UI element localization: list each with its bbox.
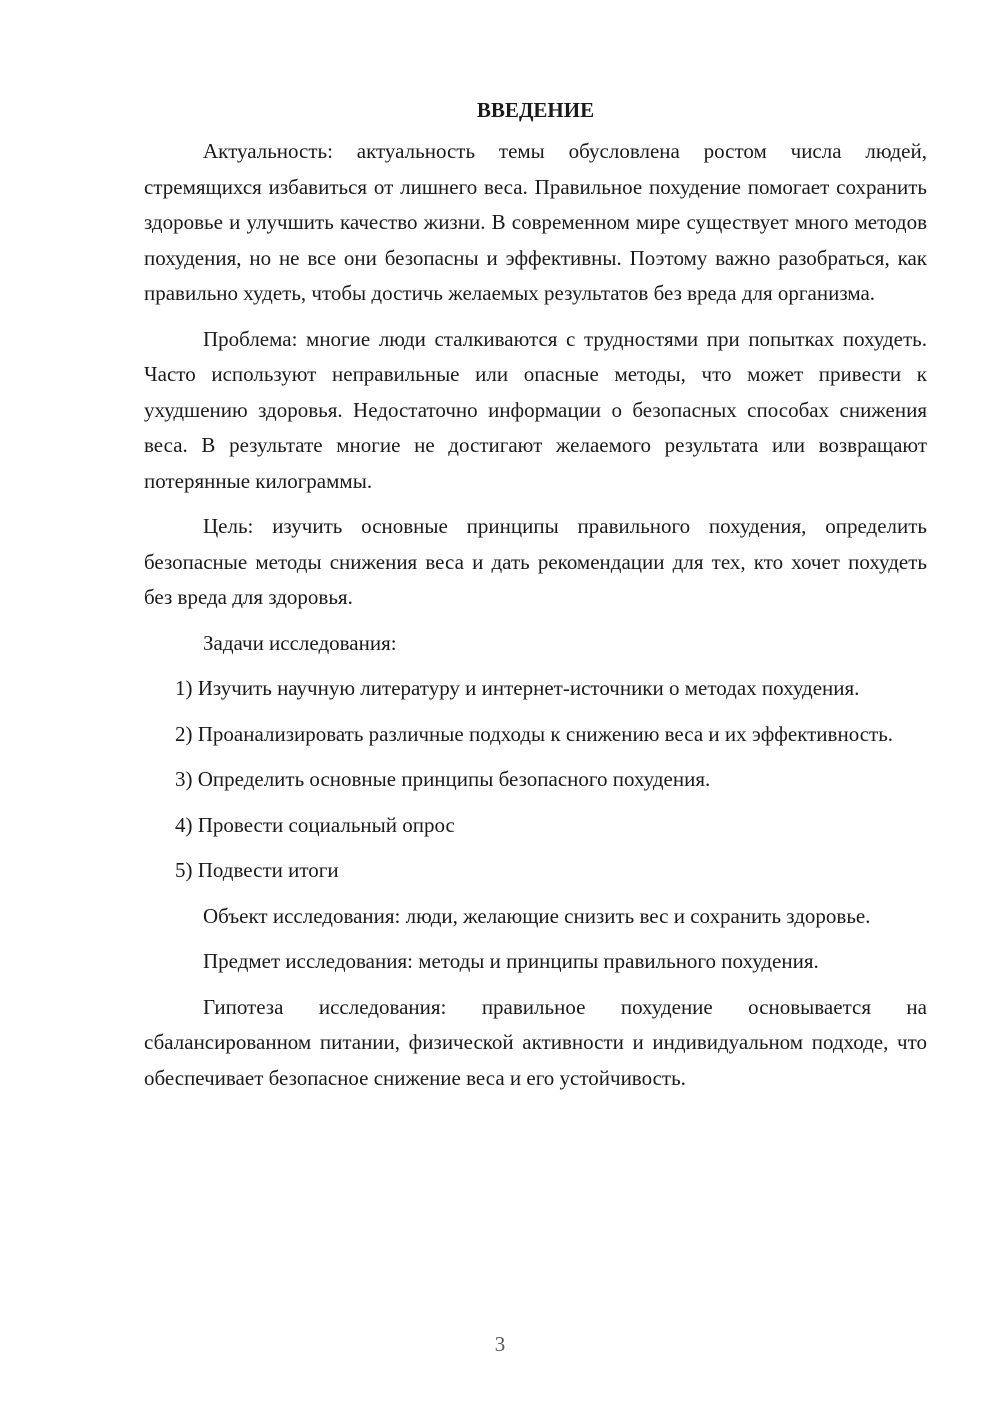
goal-paragraph: Цель: изучить основные принципы правильного похудения, определить безопасные методы снижения веса и дать рекомендации для тех, кто хочет похудеть без вреда для здоровья. [144,514,927,609]
task-item: 5) Подвести итоги [175,858,339,882]
document-page [144,92,927,1106]
tasks-list [144,671,927,889]
hypothesis-paragraph: Гипотеза исследования: правильное похудение основывается на сбалансированном питании, физической активности и индивидуальном подходе, что обеспечивает безопасное снижение веса и его устойчивость. [144,994,927,1090]
task-item: 2) Проанализировать различные подходы к снижению веса и их эффективность. [175,721,894,746]
task-item: 3) Определить основные принципы безопасного похудения. [175,767,711,791]
page-number: 3 [494,1332,506,1356]
object-paragraph: Объект исследования: люди, желающие снизить вес и сохранить здоровье. [203,903,871,928]
subject-paragraph: Предмет исследования: методы и принципы правильного похудения. [203,949,819,973]
tasks-heading: Задачи исследования: [203,630,397,655]
task-item: 1) Изучить научную литературу и интернет-источники о методах похудения. [175,676,860,700]
page-title: ВВЕДЕНИЕ [476,98,595,122]
task-item: 4) Провести социальный опрос [175,812,455,837]
problem-paragraph: Проблема: многие люди сталкиваются с трудностями при попытках похудеть. Часто используют неправильные или опасные методы, что может привести к ухудшению здоровья. Недостаточно информации о безопасных способах снижения веса. В результате многие не достигают желаемого результата или возвращают потерянные килограммы. [144,326,927,493]
relevance-paragraph: Актуальность: актуальность темы обусловлена ростом числа людей, стремящихся избавиться от лишнего веса. Правильное похудение помогает сохранить здоровье и улучшить качество жизни. В современном мире существует много методов похудения, но не все они безопасны и эффективны. Поэтому важно разобраться, как правильно худеть, чтобы достичь желаемых результатов без вреда для организма. [144,139,927,305]
